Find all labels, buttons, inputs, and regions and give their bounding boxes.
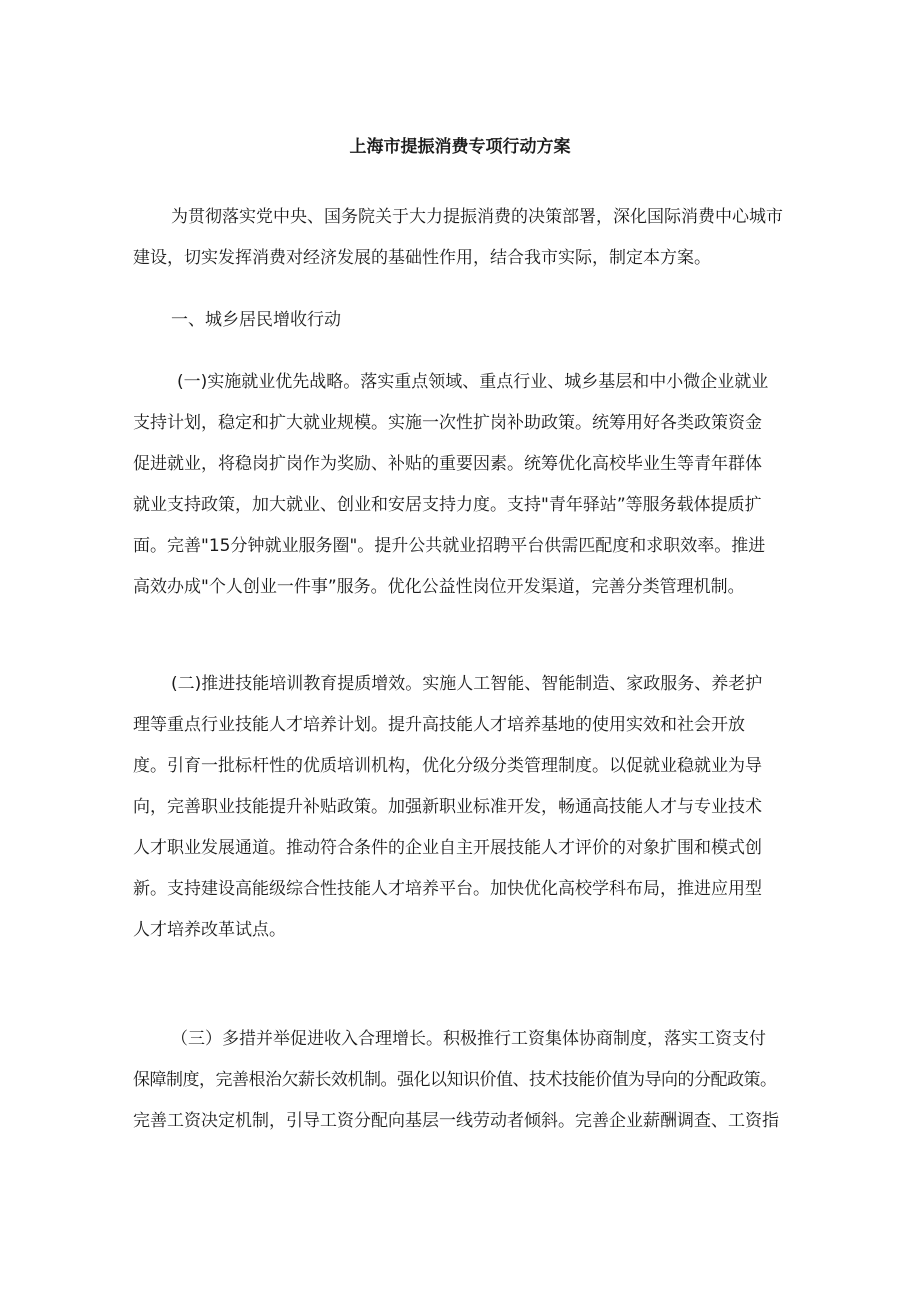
paragraph-line: 人才职业发展通道。推动符合条件的企业自主开展技能人才评价的对象扩围和模式创 <box>133 838 762 858</box>
paragraph-line: 面。完善"15分钟就业服务圈"。提升公共就业招聘平台供需匹配度和求职效率。推进 <box>133 536 766 556</box>
item-1-paragraph <box>133 362 785 608</box>
document-title: 上海市提振消费专项行动方案 <box>349 137 571 157</box>
paragraph-line: 为贯彻落实党中央、国务院关于大力提振消费的决策部署，深化国际消费中心城市 <box>171 207 783 227</box>
paragraph-line: 向，完善职业技能提升补贴政策。加强新职业标准开发，畅通高技能人才与专业技术 <box>133 797 762 817</box>
paragraph-line: 建设，切实发挥消费对经济发展的基础性作用，结合我市实际，制定本方案。 <box>133 248 711 268</box>
paragraph-line: 新。支持建设高能级综合性技能人才培养平台。加快优化高校学科布局，推进应用型 <box>133 879 762 899</box>
paragraph-line: 人才培养改革试点。 <box>133 920 286 940</box>
paragraph-line: （三）多措并举促进收入合理增长。积极推行工资集体协商制度，落实工资支付 <box>171 1029 766 1049</box>
section-heading <box>133 300 785 341</box>
item-2-paragraph <box>133 664 785 951</box>
paragraph-line: 高效办成"个人创业一件事”服务。优化公益性岗位开发渠道，完善分类管理机制。 <box>133 577 745 597</box>
paragraph-line: 支持计划，稳定和扩大就业规模。实施一次性扩岗补助政策。统筹用好各类政策资金 <box>133 413 762 433</box>
paragraph-line: 就业支持政策，加大就业、创业和安居支持力度。支持"青年驿站”等服务载体提质扩 <box>133 495 762 515</box>
item-3-paragraph <box>133 1019 785 1142</box>
paragraph-line: 促进就业，将稳岗扩岗作为奖励、补贴的重要因素。统筹优化高校毕业生等青年群体 <box>133 454 762 474</box>
paragraph-line: 保障制度，完善根治欠薪长效机制。强化以知识价值、技术技能价值为导向的分配政策。 <box>133 1070 777 1090</box>
section-heading-text: 一、城乡居民增收行动 <box>171 310 341 330</box>
paragraph-line: (一)实施就业优先战略。落实重点领域、重点行业、城乡基层和中小微企业就业 <box>177 372 769 392</box>
intro-paragraph <box>133 197 785 279</box>
paragraph-line: 完善工资决定机制，引导工资分配向基层一线劳动者倾斜。完善企业薪酬调查、工资指 <box>133 1111 779 1131</box>
paragraph-line: 度。引育一批标杆性的优质培训机构，优化分级分类管理制度。以促就业稳就业为导 <box>133 756 762 776</box>
paragraph-line: 理等重点行业技能人才培养计划。提升高技能人才培养基地的使用实效和社会开放 <box>133 715 745 735</box>
paragraph-line: (二)推进技能培训教育提质增效。实施人工智能、智能制造、家政服务、养老护 <box>171 674 763 694</box>
